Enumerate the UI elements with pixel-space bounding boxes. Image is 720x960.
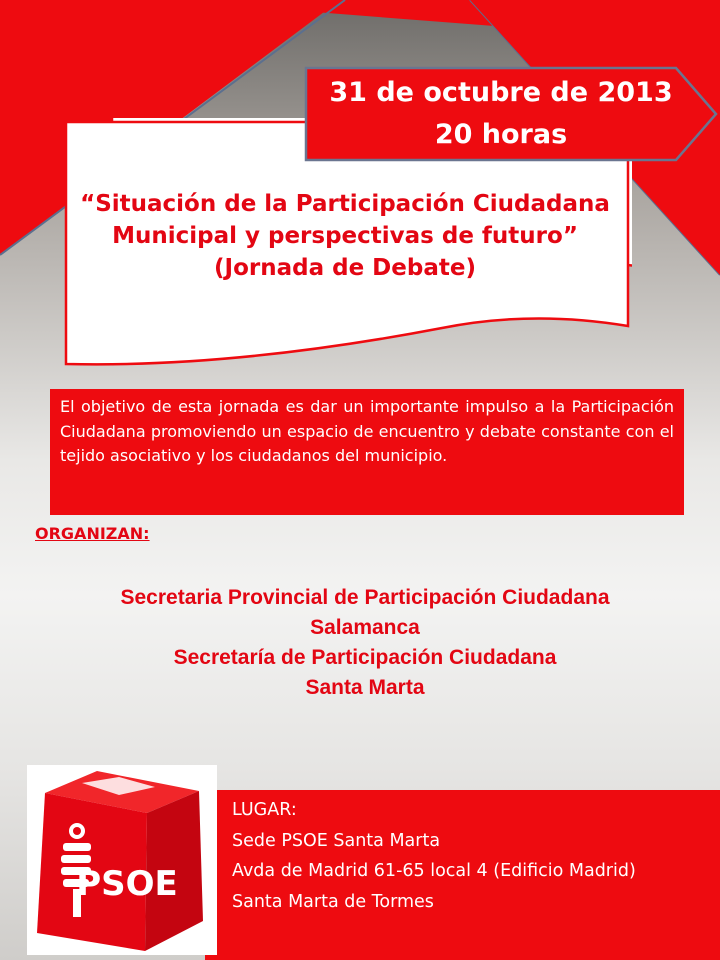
organizers-list [20, 583, 710, 703]
venue-info [232, 795, 636, 917]
event-title [70, 188, 620, 284]
organizer-line-1: Secretaria Provincial de Participación Ciudadana [120, 586, 610, 609]
venue-name: Sede PSOE Santa Marta [232, 830, 441, 851]
psoe-logo [27, 765, 217, 955]
objective-box [50, 389, 684, 515]
objective-text: El objetivo de esta jornada es dar un importante impulso a la Participación Ciudadana promoviendo un espacio de encuentro y debate constante con el tejido asociativo y los ciudadanos del municipio. [60, 397, 674, 465]
event-title-line-3: (Jornada de Debate) [214, 255, 476, 281]
organizer-line-2: Salamanca [310, 616, 420, 639]
organizers-heading: ORGANIZAN: [35, 524, 150, 543]
event-title-line-2: Municipal y perspectivas de futuro” [112, 223, 578, 249]
event-time: 20 horas [434, 119, 568, 150]
psoe-brand-text: PSOE [76, 864, 178, 904]
organizer-line-4: Santa Marta [305, 676, 425, 699]
event-date: 31 de octubre de 2013 [329, 77, 673, 108]
venue-address: Avda de Madrid 61-65 local 4 (Edificio Madrid) [232, 861, 636, 881]
venue-heading: LUGAR: [232, 800, 297, 820]
venue-town: Santa Marta de Tormes [232, 891, 434, 912]
event-title-line-1: “Situación de la Participación Ciudadana [80, 191, 610, 217]
organizer-line-3: Secretaría de Participación Ciudadana [173, 646, 557, 669]
date-time-block [314, 72, 688, 156]
